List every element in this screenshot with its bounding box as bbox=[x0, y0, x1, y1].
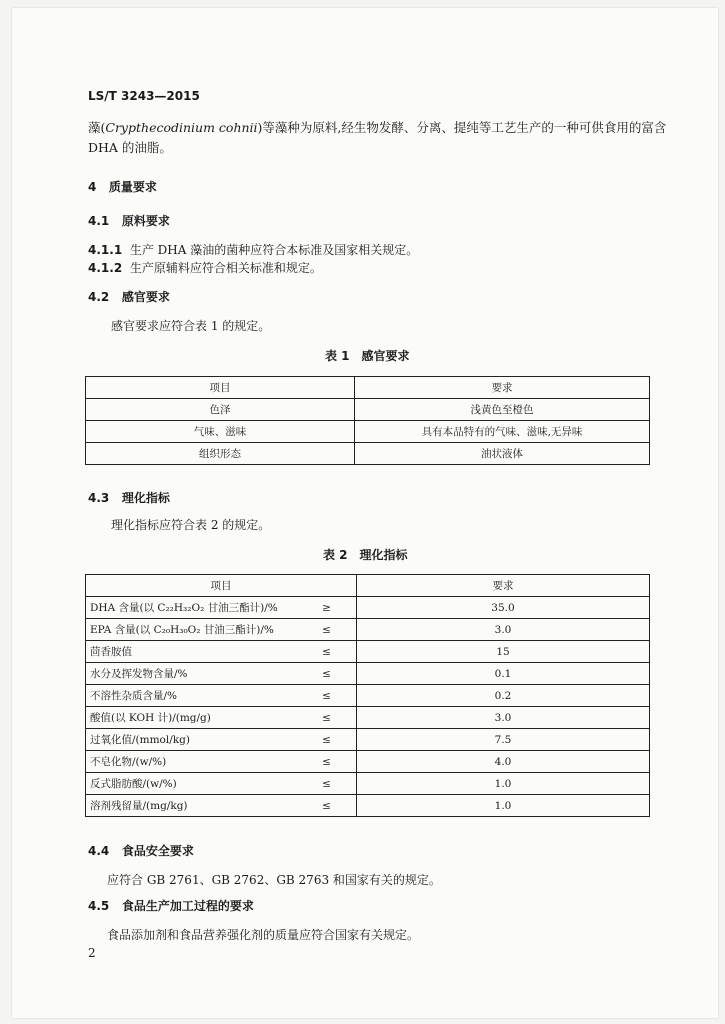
item-cell: 溶剂残留量/(mg/kg) bbox=[86, 795, 298, 817]
operator-cell: ≤ bbox=[297, 729, 356, 751]
table-row bbox=[86, 663, 650, 685]
item-cell: 酸值(以 KOH 计)/(mg/g) bbox=[86, 707, 298, 729]
table-2-caption: 表 2 理化指标 bbox=[323, 548, 408, 562]
table-cell: 具有本品特有的气味、滋味,无异味 bbox=[355, 421, 650, 443]
table-row bbox=[86, 443, 650, 465]
value-cell: 3.0 bbox=[357, 619, 650, 641]
item-cell: DHA 含量(以 C₂₂H₃₂O₂ 甘油三酯计)/% bbox=[86, 597, 298, 619]
section-4-1-heading: 4.1 原料要求 bbox=[88, 214, 170, 228]
value-cell: 35.0 bbox=[357, 597, 650, 619]
table-2-header-item: 项目 bbox=[86, 575, 357, 597]
table-2-header-req: 要求 bbox=[357, 575, 650, 597]
table-2-header bbox=[86, 575, 650, 597]
section-4-3-heading: 4.3 理化指标 bbox=[88, 491, 170, 505]
intro-line-1: 藻(Crypthecodinium cohnii)等藻种为原料,经生物发酵、分离、提纯等工艺生产的一种可供食用的富含 bbox=[88, 120, 667, 135]
operator-cell: ≤ bbox=[297, 751, 356, 773]
item-cell: 水分及挥发物含量/% bbox=[86, 663, 298, 685]
table-row bbox=[86, 421, 650, 443]
document-page bbox=[12, 8, 718, 1018]
table-1-header-item: 项目 bbox=[86, 377, 355, 399]
table-cell: 色泽 bbox=[86, 399, 355, 421]
table-1-header bbox=[86, 377, 650, 399]
table-row bbox=[86, 751, 650, 773]
table-cell: 气味、滋味 bbox=[86, 421, 355, 443]
section-4-heading: 4 质量要求 bbox=[88, 180, 157, 194]
operator-cell: ≤ bbox=[297, 619, 356, 641]
page-number: 2 bbox=[88, 946, 96, 960]
value-cell: 0.2 bbox=[357, 685, 650, 707]
table-row bbox=[86, 729, 650, 751]
value-cell: 4.0 bbox=[357, 751, 650, 773]
operator-cell: ≤ bbox=[297, 707, 356, 729]
operator-cell: ≤ bbox=[297, 773, 356, 795]
item-cell: 不溶性杂质含量/% bbox=[86, 685, 298, 707]
table-cell: 组织形态 bbox=[86, 443, 355, 465]
section-4-5-text: 食品添加剂和食品营养强化剂的质量应符合国家有关规定。 bbox=[107, 928, 420, 942]
section-4-2-text: 感官要求应符合表 1 的规定。 bbox=[111, 319, 271, 333]
item-cell: 过氧化值/(mmol/kg) bbox=[86, 729, 298, 751]
table-1-header-req: 要求 bbox=[355, 377, 650, 399]
operator-cell: ≤ bbox=[297, 795, 356, 817]
operator-cell: ≤ bbox=[297, 663, 356, 685]
value-cell: 0.1 bbox=[357, 663, 650, 685]
intro-line-2: DHA 的油脂。 bbox=[88, 140, 172, 155]
value-cell: 15 bbox=[357, 641, 650, 663]
section-4-2-heading: 4.2 感官要求 bbox=[88, 290, 170, 304]
table-1 bbox=[85, 376, 650, 465]
standard-number: LS/T 3243—2015 bbox=[88, 89, 200, 103]
value-cell: 1.0 bbox=[357, 773, 650, 795]
item-cell: 茴香胺值 bbox=[86, 641, 298, 663]
table-row bbox=[86, 773, 650, 795]
table-row bbox=[86, 641, 650, 663]
operator-cell: ≤ bbox=[297, 641, 356, 663]
item-cell: EPA 含量(以 C₂₀H₃₀O₂ 甘油三酯计)/% bbox=[86, 619, 298, 641]
item-cell: 不皂化物/(w/%) bbox=[86, 751, 298, 773]
section-4-5-heading: 4.5 食品生产加工过程的要求 bbox=[88, 899, 254, 913]
item-cell: 反式脂肪酸/(w/%) bbox=[86, 773, 298, 795]
operator-cell: ≤ bbox=[297, 685, 356, 707]
section-4-4-heading: 4.4 食品安全要求 bbox=[88, 844, 194, 858]
table-cell: 浅黄色至橙色 bbox=[355, 399, 650, 421]
table-row bbox=[86, 619, 650, 641]
value-cell: 3.0 bbox=[357, 707, 650, 729]
table-row bbox=[86, 707, 650, 729]
value-cell: 1.0 bbox=[357, 795, 650, 817]
table-row bbox=[86, 795, 650, 817]
table-2 bbox=[85, 574, 650, 817]
clause-4-1-1: 4.1.1 生产 DHA 藻油的菌种应符合本标准及国家相关规定。 bbox=[88, 243, 419, 257]
section-4-4-text: 应符合 GB 2761、GB 2762、GB 2763 和国家有关的规定。 bbox=[107, 873, 441, 887]
operator-cell: ≥ bbox=[297, 597, 356, 619]
table-row bbox=[86, 685, 650, 707]
section-4-3-text: 理化指标应符合表 2 的规定。 bbox=[111, 518, 271, 532]
table-row bbox=[86, 597, 650, 619]
table-cell: 油状液体 bbox=[355, 443, 650, 465]
clause-4-1-2: 4.1.2 生产原辅料应符合相关标准和规定。 bbox=[88, 261, 322, 275]
table-row bbox=[86, 399, 650, 421]
value-cell: 7.5 bbox=[357, 729, 650, 751]
table-1-caption: 表 1 感官要求 bbox=[325, 349, 410, 363]
